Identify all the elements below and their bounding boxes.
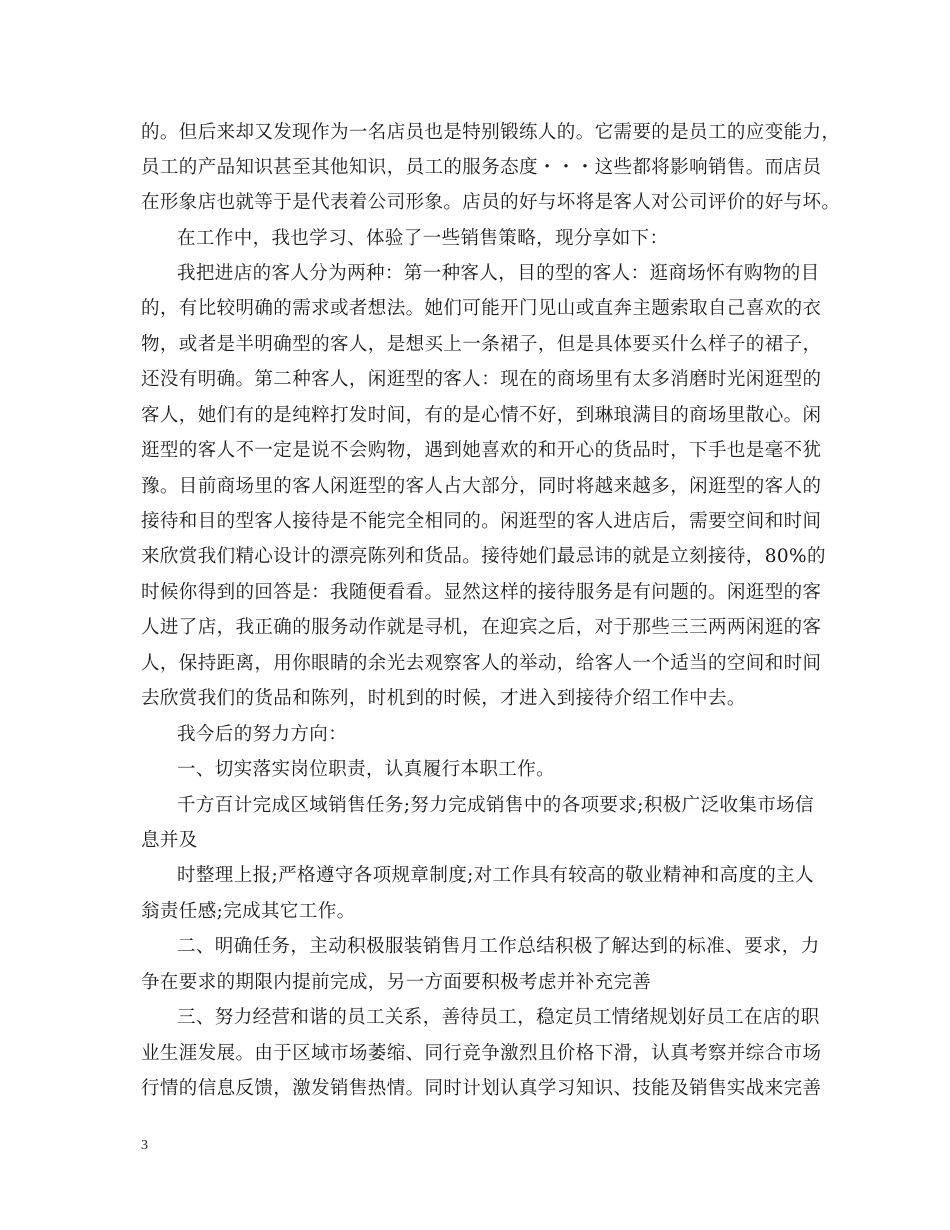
text-line: 业生涯发展。由于区域市场萎缩、同行竞争激烈且价格下滑，认真考察并综合市场 [141,1043,822,1064]
text-line: 物，或者是半明确型的客人，是想买上一条裙子，但是具体要买什么样子的裙子， [141,334,822,355]
text-line: 人进了店，我正确的服务动作就是寻机，在迎宾之后，对于那些三三两两闲逛的客 [141,617,822,638]
text-line: 二、明确任务，主动积极服装销售月工作总结积极了解达到的标准、要求，力 [177,936,820,957]
text-line: 在形象店也就等于是代表着公司形象。店员的好与坏将是客人对公司评价的好与坏。 [141,192,841,213]
text-line: 争在要求的期限内提前完成，另一方面要积极考虑并补充完善 [141,972,652,993]
text-line: 还没有明确。第二种客人，闲逛型的客人：现在的商场里有太多消磨时光闲逛型的 [141,369,822,390]
text-line: 时整理上报;严格遵守各项规章制度;对工作具有较高的敬业精神和高度的主人 [177,865,814,886]
text-line: 息并及 [141,830,198,851]
text-line: 在工作中，我也学习、体验了一些销售策略，现分享如下： [177,228,669,249]
text-line: 逛型的客人不一定是说不会购物，遇到她喜欢的和开心的货品时，下手也是毫不犹 [141,440,822,461]
text-line: 时候你得到的回答是：我随便看看。显然这样的接待服务是有问题的。闲逛型的客 [141,582,822,603]
text-line: 的，有比较明确的需求或者想法。她们可能开门见山或直奔主题索取自己喜欢的衣 [141,298,822,319]
text-line: 人，保持距离，用你眼睛的余光去观察客人的举动，给客人一个适当的空间和时间 [141,653,822,674]
page-number: 3 [141,1138,148,1153]
text-line: 翁责任感;完成其它工作。 [141,901,356,922]
text-line: 三、努力经营和谐的员工关系，善待员工，稳定员工情绪规划好员工在店的职 [177,1007,820,1028]
text-line: 员工的产品知识甚至其他知识，员工的服务态度・・・这些都将影响销售。而店员 [141,157,822,178]
text-line: 行情的信息反馈，激发销售热情。同时计划认真学习知识、技能及销售实战来完善 [141,1078,822,1099]
text-line: 的。但后来却又发现作为一名店员也是特别锻练人的。它需要的是员工的应变能力， [141,122,841,143]
text-line: 一、切实落实岗位职责，认真履行本职工作。 [177,759,556,780]
text-line: 来欣赏我们精心设计的漂亮陈列和货品。接待她们最忌讳的就是立刻接待，80%的 [141,546,826,567]
text-line: 我把进店的客人分为两种：第一种客人，目的型的客人：逛商场怀有购物的目 [177,263,820,284]
text-line: 我今后的努力方向： [177,724,348,745]
text-line: 客人，她们有的是纯粹打发时间，有的是心情不好，到琳琅满目的商场里散心。闲 [141,405,822,426]
text-line: 接待和目的型客人接待是不能完全相同的。闲逛型的客人进店后，需要空间和时间 [141,511,822,532]
text-line: 去欣赏我们的货品和陈列，时机到的时候，才进入到接待介绍工作中去。 [141,688,746,709]
text-line: 千方百计完成区域销售任务;努力完成销售中的各项要求;积极广泛收集市场信 [177,795,814,816]
text-line: 豫。目前商场里的客人闲逛型的客人占大部分，同时将越来越多，闲逛型的客人的 [141,476,822,497]
